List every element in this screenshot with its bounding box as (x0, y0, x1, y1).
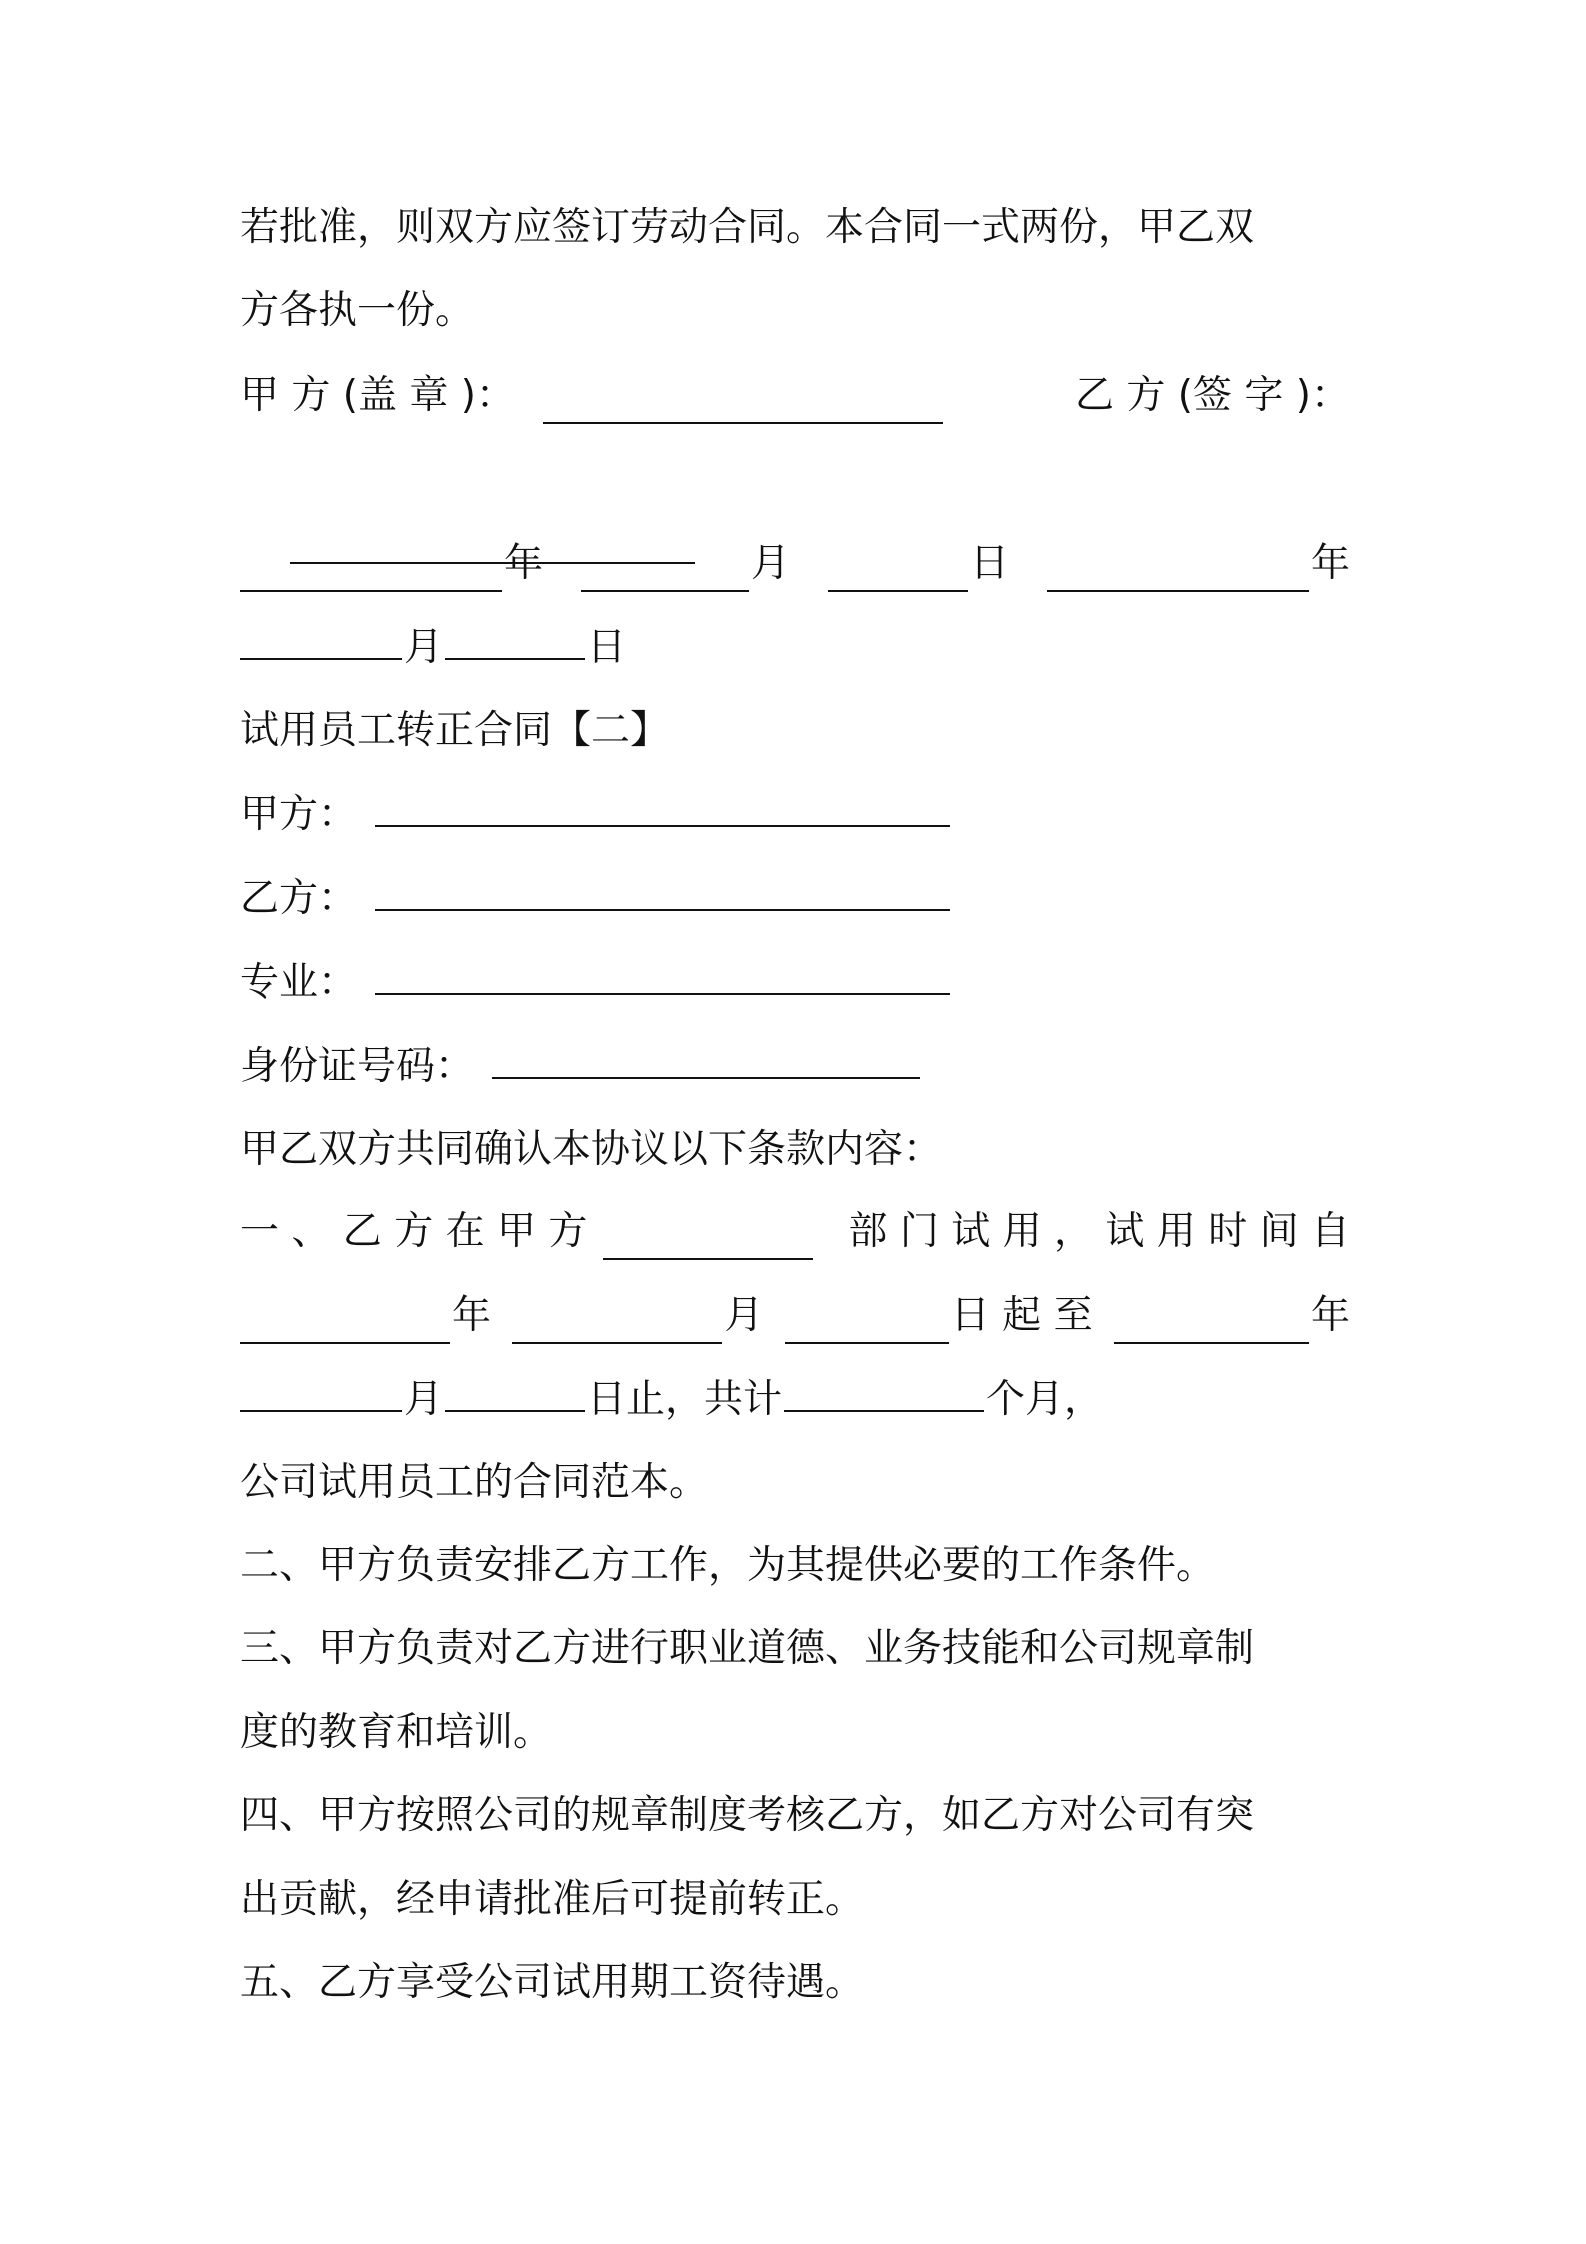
year-label: 年 (1310, 541, 1350, 586)
start-year-blank[interactable] (240, 1304, 450, 1344)
day-label: 日 (587, 625, 627, 670)
paragraph-line: 若批准，则双方应签订劳动合同。本合同一式两份，甲乙双 (240, 205, 1255, 250)
end-year-blank[interactable] (1114, 1304, 1309, 1344)
party-b-blank[interactable] (375, 871, 950, 911)
party-b-sign-label: 乙 方 (签 字 )： (1074, 373, 1350, 418)
clause1-part1: 一 、 乙 方 在 甲 方 (240, 1209, 588, 1254)
date-a-year-blank[interactable] (240, 552, 502, 592)
date-row (240, 536, 1350, 592)
year-label: 年 (452, 1293, 492, 1338)
signature-row (240, 368, 1350, 424)
clause1-line3 (240, 1372, 1350, 1428)
start-day-blank[interactable] (785, 1304, 949, 1344)
major-field (240, 955, 1350, 1011)
since-to-label: 日 起 至 (950, 1293, 1093, 1338)
party-a-field (240, 787, 1350, 843)
clause-3-line1: 三、甲方负责对乙方进行职业道德、业务技能和公司规章制 (240, 1626, 1255, 1671)
date-a-month-blank[interactable] (581, 552, 749, 592)
month-label: 月 (404, 625, 444, 670)
paragraph-line: 方各执一份。 (240, 288, 475, 333)
year-label: 年 (1310, 1293, 1350, 1338)
clause-4-line1: 四、甲方按照公司的规章制度考核乙方，如乙方对公司有突 (240, 1793, 1255, 1838)
clause1-part2: 部 门 试 用 ， 试 用 时 间 自 (848, 1209, 1350, 1254)
start-month (510, 1288, 763, 1344)
end-day-blank[interactable] (445, 1372, 585, 1412)
department-blank[interactable] (603, 1220, 813, 1260)
party-a-label: 甲方： (240, 792, 358, 837)
end-month-blank[interactable] (240, 1372, 402, 1412)
party-b-label: 乙方： (240, 876, 358, 921)
clause-5: 五、乙方享受公司试用期工资待遇。 (240, 1960, 865, 2005)
date-b-cont-line (240, 620, 1350, 676)
major-blank[interactable] (375, 955, 950, 995)
party-a-seal-blank[interactable] (543, 384, 943, 424)
id-number-field (240, 1039, 1350, 1095)
id-number-label: 身份证号码： (240, 1044, 475, 1089)
date-a-month (579, 536, 790, 592)
start-year (240, 1288, 491, 1344)
date-b-month-blank[interactable] (240, 620, 402, 660)
day-label: 日 (969, 541, 1009, 586)
major-label: 专业： (240, 960, 358, 1005)
date-a-year (240, 536, 543, 592)
date-a-day (826, 536, 1009, 592)
months-label: 个月， (986, 1377, 1104, 1422)
id-number-blank[interactable] (492, 1039, 920, 1079)
clause1-line2 (240, 1288, 1350, 1344)
clause-3-line2: 度的教育和培训。 (240, 1710, 553, 1755)
month-label: 月 (750, 541, 790, 586)
intro-text: 甲乙双方共同确认本协议以下条款内容： (240, 1127, 943, 1172)
month-label: 月 (404, 1377, 444, 1422)
clause-2: 二、甲方负责安排乙方工作，为其提供必要的工作条件。 (240, 1543, 1216, 1588)
date-b-year (1045, 536, 1350, 592)
date-b-day-blank[interactable] (445, 620, 585, 660)
party-a-blank[interactable] (375, 787, 950, 827)
party-a-seal-label: 甲 方 (盖 章 )： (240, 373, 516, 418)
clause1-part1-group (240, 1204, 815, 1260)
party-b-sign-group (1075, 368, 1350, 424)
clause1-note: 公司试用员工的合同范本。 (240, 1460, 709, 1505)
clause1-line1 (240, 1204, 1350, 1260)
party-a-seal-group (240, 368, 945, 424)
start-day (783, 1288, 1093, 1344)
month-label: 月 (724, 1293, 764, 1338)
clause1-end: 日止，共计 (587, 1377, 783, 1422)
start-month-blank[interactable] (512, 1304, 722, 1344)
year-label: 年 (504, 541, 544, 586)
date-b-year-blank[interactable] (1047, 552, 1309, 592)
contract-heading: 试用员工转正合同【二】 (240, 708, 670, 753)
end-year (1112, 1288, 1350, 1344)
months-count-blank[interactable] (784, 1372, 984, 1412)
clause-4-line2: 出贡献，经申请批准后可提前转正。 (240, 1877, 865, 1922)
date-a-day-blank[interactable] (828, 552, 968, 592)
party-b-field (240, 871, 1350, 927)
